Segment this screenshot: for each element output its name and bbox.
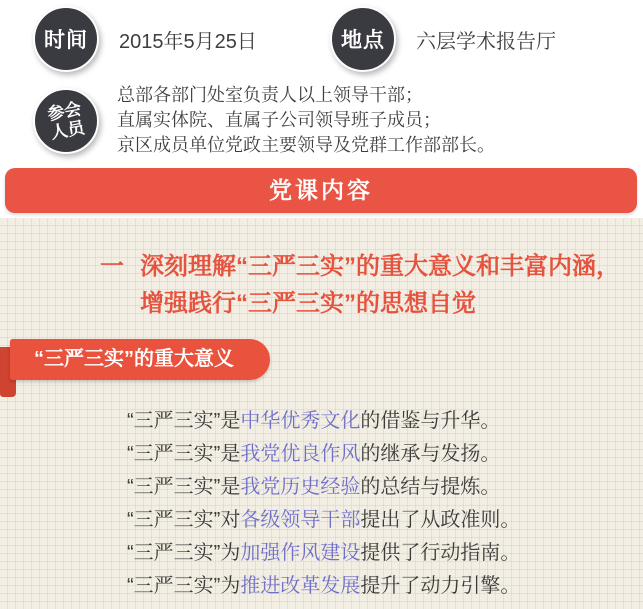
time-badge	[33, 6, 99, 72]
point-pre: “三严三实”为	[127, 575, 241, 597]
time-group	[33, 6, 330, 72]
place-value: 六层学术报告厅	[416, 30, 556, 53]
point-highlight: 我党历史经验	[240, 476, 361, 498]
place-badge-label: 地点	[341, 29, 385, 52]
subsection-ribbon: “三严三实”的重大意义	[10, 339, 270, 380]
point-pre: “三严三实”是	[127, 410, 241, 432]
point-highlight: 加强作风建设	[240, 542, 361, 564]
header-section	[0, 0, 643, 218]
list-item	[127, 570, 643, 603]
place-badge	[330, 6, 396, 72]
point-highlight: 推进改革发展	[240, 575, 361, 597]
ribbon-wrap	[0, 339, 643, 397]
participants-line: 直属实体院、直属子公司领导班子成员；	[117, 110, 441, 130]
time-place-row	[0, 0, 643, 72]
point-highlight: 各级领导干部	[240, 509, 361, 531]
list-item	[127, 504, 643, 537]
heading-line2: 增强践行“三严三实”的思想自觉	[140, 290, 476, 317]
participants-badge	[33, 88, 99, 154]
list-item	[127, 405, 643, 438]
content-section	[0, 218, 643, 609]
point-pre: “三严三实”是	[127, 443, 241, 465]
participants-badge-label	[46, 99, 86, 142]
point-pre: “三严三实”为	[127, 542, 241, 564]
section-heading-text	[140, 248, 620, 322]
point-post: 提供了行动指南。	[360, 542, 521, 564]
point-post: 的继承与发扬。	[360, 443, 501, 465]
participants-line: 京区成员单位党政主要领导及党群工作部部长。	[117, 135, 495, 155]
participants-row	[33, 83, 643, 158]
points-list	[127, 405, 643, 603]
place-group	[330, 6, 556, 72]
point-post: 提出了从政准则。	[360, 509, 521, 531]
time-badge-label: 时间	[44, 29, 88, 52]
participants-badge-line2: 人员	[49, 117, 87, 143]
section-number: 一	[100, 253, 124, 280]
point-highlight: 我党优良作风	[240, 443, 361, 465]
section-title-banner: 党课内容	[5, 168, 637, 213]
list-item	[127, 537, 643, 570]
list-item	[127, 471, 643, 504]
point-pre: “三严三实”是	[127, 476, 241, 498]
participants-badge-line1: 参会	[45, 98, 83, 124]
participants-text	[117, 83, 495, 158]
heading-line1: 深刻理解“三严三实”的重大意义和丰富内涵，	[140, 253, 620, 280]
time-value: 2015年5月25日	[119, 30, 257, 53]
point-pre: “三严三实”对	[127, 509, 241, 531]
point-post: 的总结与提炼。	[360, 476, 501, 498]
participants-line: 总部各部门处室负责人以上领导干部；	[117, 85, 423, 105]
point-post: 提升了动力引擎。	[360, 575, 521, 597]
point-post: 的借鉴与升华。	[360, 410, 501, 432]
list-item	[127, 438, 643, 471]
point-highlight: 中华优秀文化	[240, 410, 361, 432]
section-heading	[100, 248, 643, 322]
